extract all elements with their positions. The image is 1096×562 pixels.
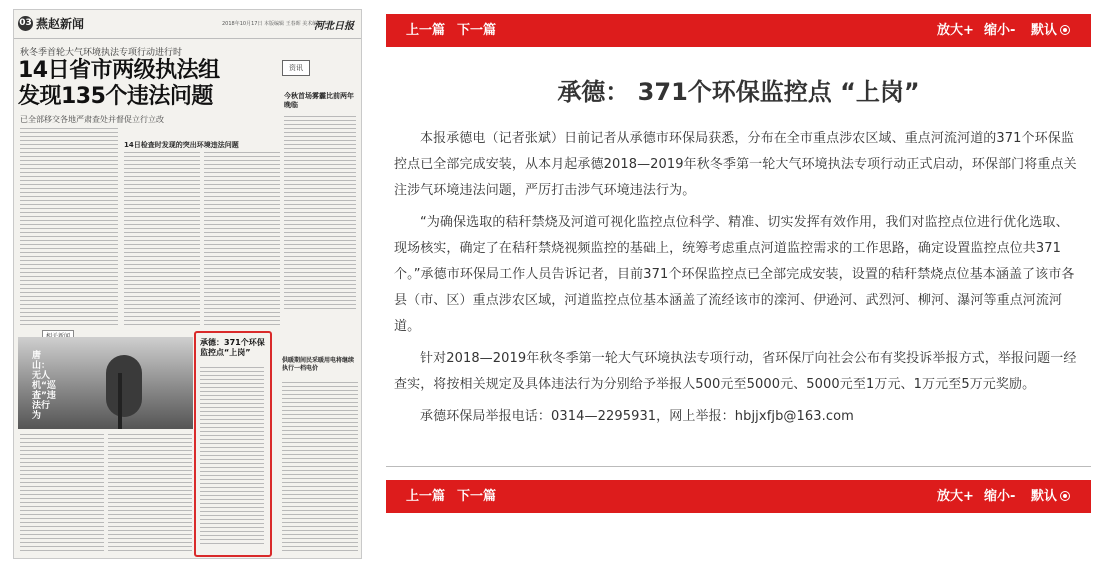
highlighted-article-headline: 承德：371个环保监控点“上岗” — [200, 338, 265, 357]
newspaper-logo: 河北日报 — [314, 21, 354, 32]
photo-vertical-headline: 唐山：无人机“巡查”违法行为 — [32, 351, 56, 421]
prev-article-link[interactable]: 上一篇 — [406, 23, 446, 38]
prev-article-link[interactable]: 上一篇 — [406, 489, 446, 504]
article-contact-line: 承德环保局举报电话：0314—2295931，网上举报：hbjjxfjb@163.com — [420, 409, 854, 424]
zoom-in-link[interactable]: 放大+ — [937, 489, 974, 504]
sidebar-headline: 今秋首场雾霾比前两年晚临 — [284, 92, 354, 109]
masthead-date-line: 2018年10月17日 本版编辑 王春晖 美术编辑 刘峰 — [222, 21, 334, 27]
lead-story-headline[interactable] — [18, 58, 220, 110]
zoom-in-link[interactable]: 放大+ — [937, 23, 974, 38]
article-body — [386, 126, 1086, 430]
text-column — [284, 116, 356, 312]
article-paragraph: 本报承德电（记者张斌）日前记者从承德市环保局获悉，分布在全市重点涉农区域、重点河流河道的371个环保监控点已全部完成安装，从本月起承德2018—2019年秋冬季第一轮大气环境执法专项行动正式启动，环保部门将重点关注涉气环境违法问题，严厉打击涉气环境违法行为。 — [394, 131, 1077, 198]
news-photo — [18, 337, 193, 429]
article-paragraph: 针对2018—2019年秋冬季第一轮大气环境执法专项行动，省环保厅向社会公布有奖投诉举报方式，举报问题一经查实，将按相关规定及具体违法行为分别给予举报人500元至5000元、5000元至1万元、1万元至5万元奖励。 — [394, 351, 1077, 392]
text-column — [204, 152, 280, 328]
zoom-out-link[interactable]: 缩小- — [984, 489, 1016, 504]
section-name: 燕赵新闻 — [36, 17, 85, 31]
default-size-link[interactable]: 默认 — [1031, 489, 1058, 504]
lead-story-subheadline: 已全部移交各地严肃查处并督促立行立改 — [20, 115, 164, 124]
default-size-link[interactable]: 默认 — [1031, 23, 1058, 38]
text-column — [20, 434, 104, 552]
next-article-link[interactable]: 下一篇 — [457, 23, 497, 38]
headline-line-2: 发现135个违法问题 — [18, 84, 213, 109]
smoke-plume — [106, 355, 142, 417]
article-toolbar-top — [386, 14, 1091, 47]
article-toolbar-bottom — [386, 480, 1091, 513]
lead-story-kicker[interactable]: 秋冬季首轮大气环境执法专项行动进行时 — [20, 48, 183, 58]
headline-line-1: 14日省市两级执法组 — [18, 58, 220, 83]
text-column — [20, 128, 118, 328]
text-column — [200, 367, 264, 547]
sidebar-label: 资讯 — [282, 60, 310, 76]
newspaper-page-thumbnail[interactable] — [13, 9, 362, 559]
inner-box-headline: 14日检查时发现的突出环境违法问题 — [124, 141, 239, 149]
sidebar-news-box[interactable] — [282, 60, 358, 332]
article-paragraph: “为确保选取的秸秆禁烧及河道可视化监控点位科学、精准、切实发挥有效作用，我们对监控点位进行优化选取、现场核实，确定了在秸秆禁烧视频监控的基础上，统筹考虑重点河道监控需求的工作思路，确定设置监控点位共371个。”承德市环保局工作人员告诉记者，目前371个环保监控点已全部完成安装，设置的秸秆禁烧点位基本涵盖了该市各县（市、区）重点涉农区域，河道监控点位基本涵盖了流经该市的滦河、伊逊河、武烈河、柳河、瀑河等重点河流河道。 — [394, 215, 1075, 334]
text-column — [282, 382, 358, 552]
zoom-out-link[interactable]: 缩小- — [984, 23, 1016, 38]
article-title: 承德： 371个环保监控点 “上岗” — [557, 78, 920, 106]
text-column — [108, 434, 192, 552]
chimney — [118, 373, 122, 429]
next-article-link[interactable]: 下一篇 — [457, 489, 497, 504]
radio-dot-icon[interactable] — [1060, 491, 1070, 501]
page-masthead — [14, 10, 361, 39]
text-column — [124, 152, 200, 328]
page-number-badge: 03 — [18, 16, 33, 31]
sidebar-headline-2[interactable]: 供暖期间民采暖用电将继续执行一档电价 — [282, 357, 355, 372]
current-article-highlight[interactable] — [194, 331, 272, 557]
divider — [386, 466, 1091, 467]
radio-dot-icon[interactable] — [1060, 25, 1070, 35]
